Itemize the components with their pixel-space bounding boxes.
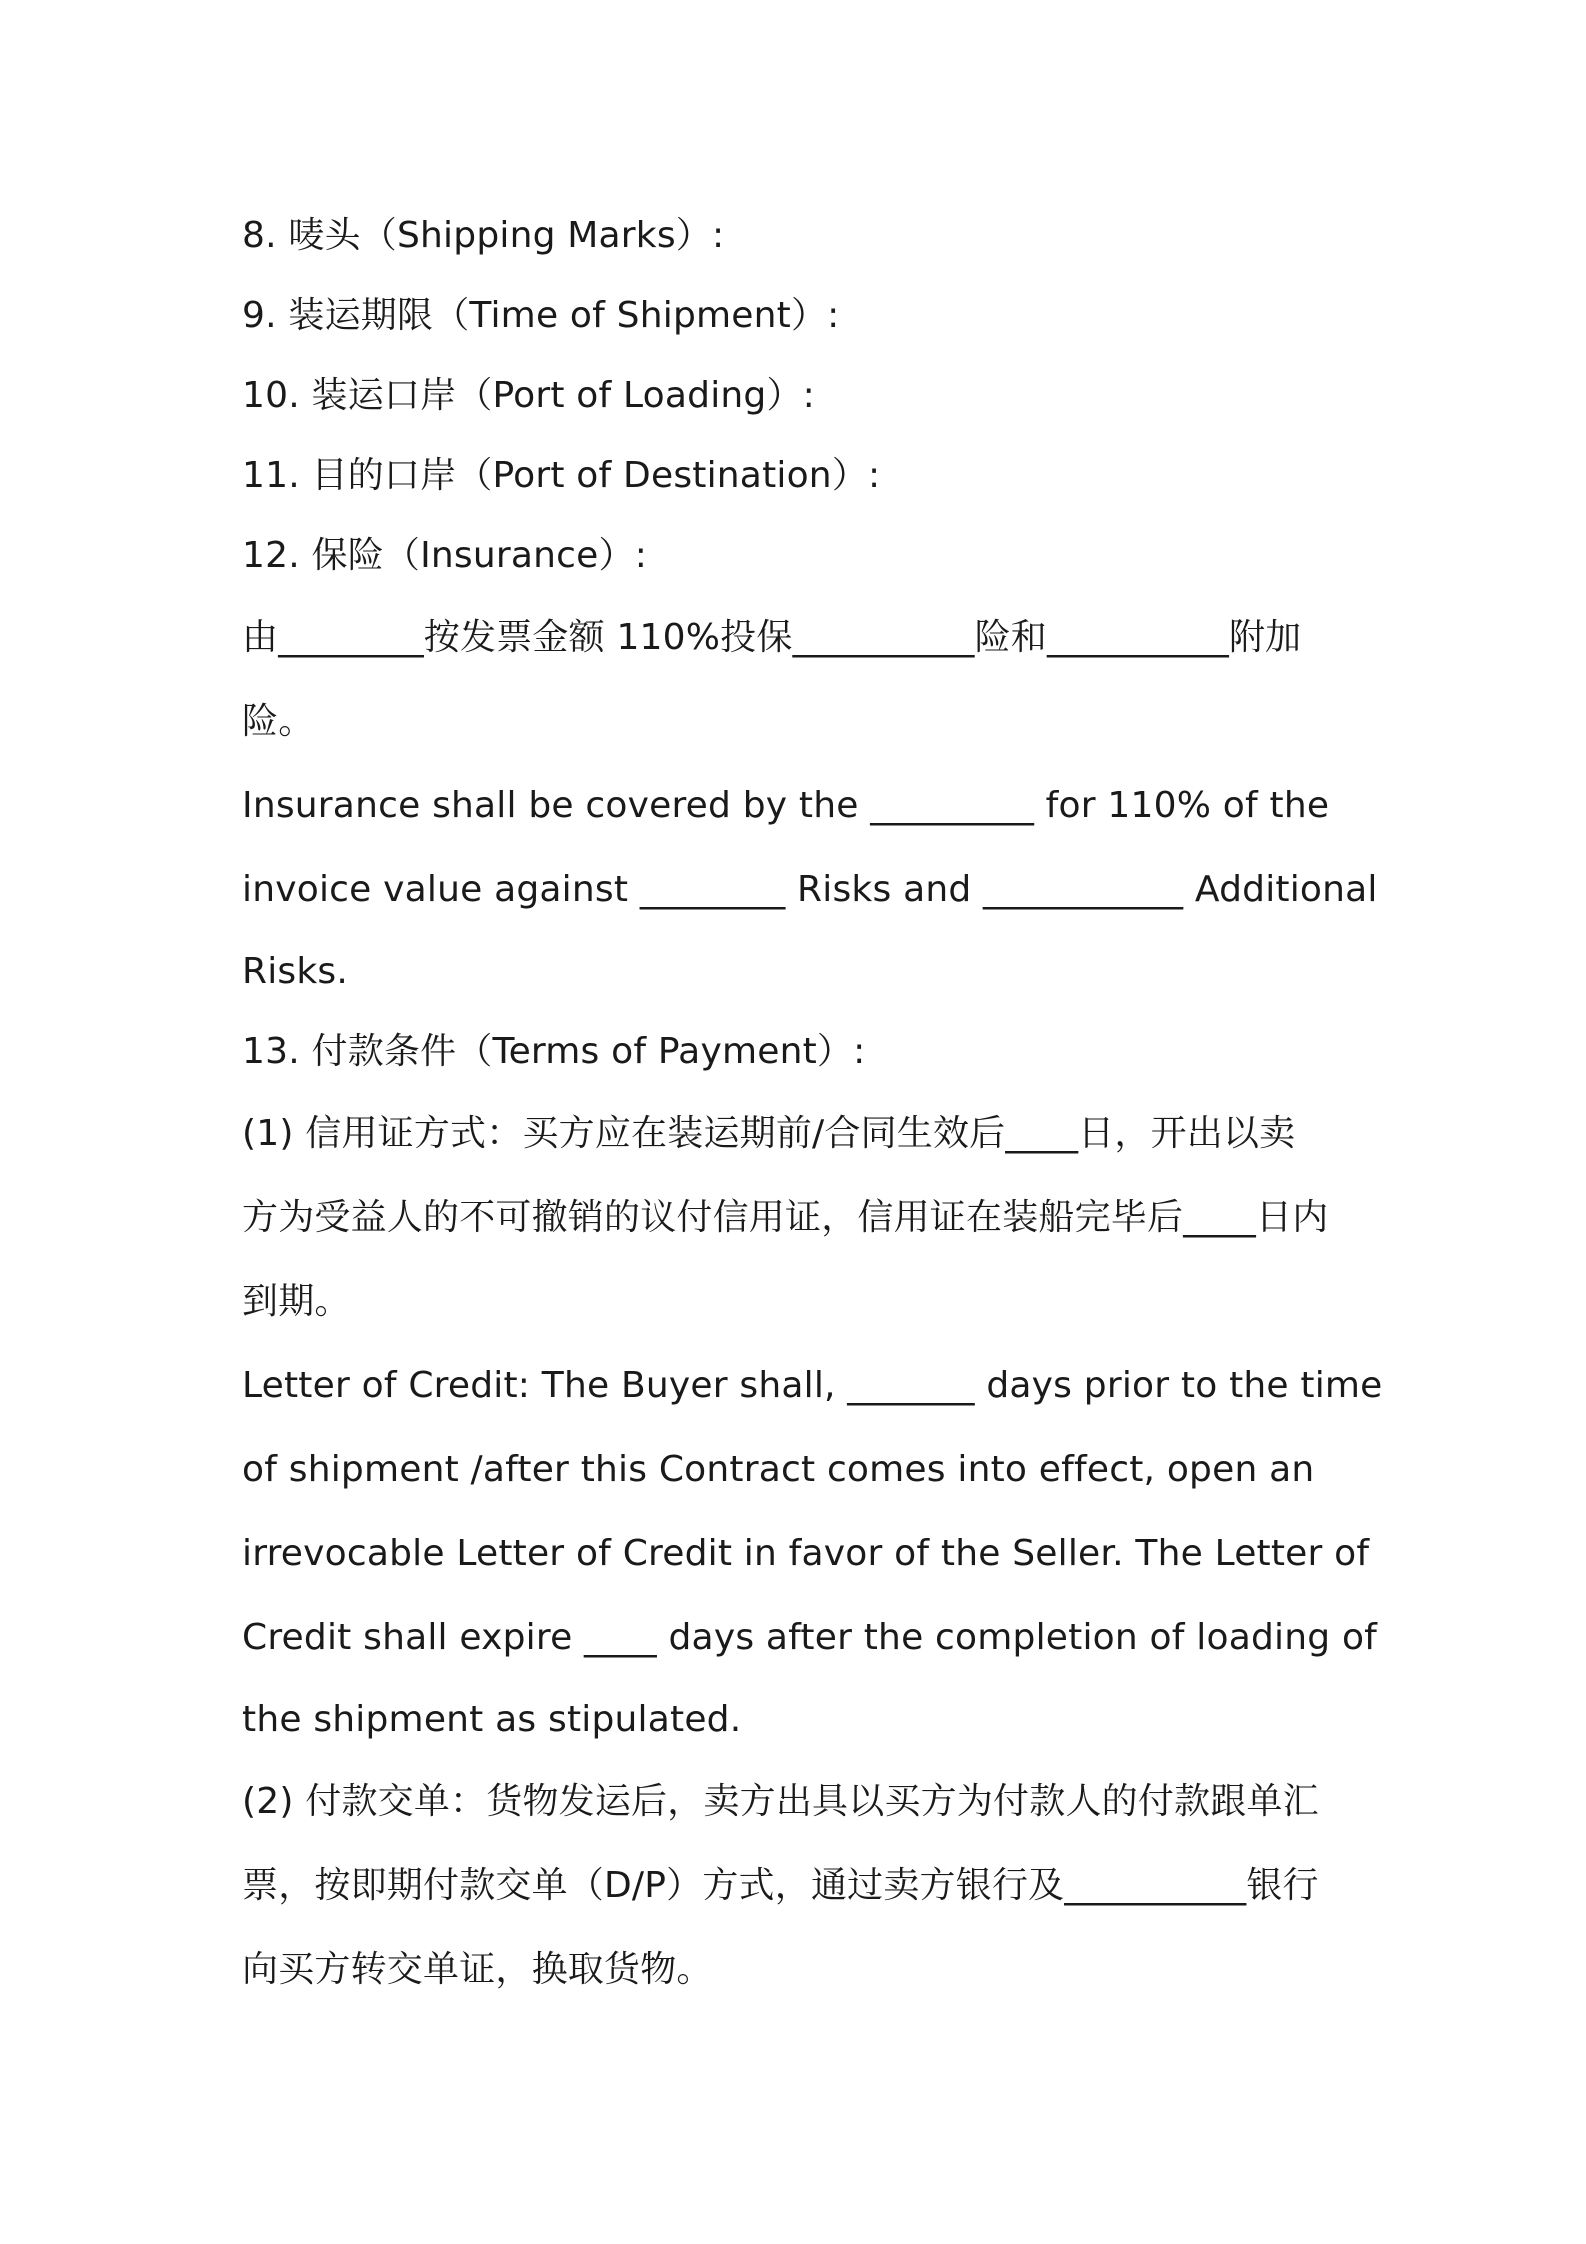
payment-lc-zh-line-1: (1) 信用证方式：买方应在装运期前/合同生效后____日，开出以卖 — [242, 1113, 1296, 1154]
payment-lc-en-line-1: Letter of Credit: The Buyer shall, _______ days prior to the time — [242, 1365, 1383, 1406]
payment-dp-zh-line-2: 票，按即期付款交单（D/P）方式，通过卖方银行及__________银行 — [242, 1865, 1319, 1906]
payment-lc-zh-line-3: 到期。 — [242, 1281, 351, 1322]
clause-8-shipping-marks: 8. 唛头（Shipping Marks）: — [242, 215, 725, 256]
insurance-zh-line-2: 险。 — [242, 701, 315, 742]
insurance-zh-line-1: 由________按发票金额 110%投保__________险和__________附加 — [242, 617, 1302, 658]
insurance-en-line-2: invoice value against ________ Risks and ___________ Additional — [242, 869, 1378, 910]
payment-lc-en-line-2: of shipment /after this Contract comes into effect, open an — [242, 1449, 1315, 1490]
clause-13-terms-of-payment: 13. 付款条件（Terms of Payment）: — [242, 1031, 866, 1072]
clause-9-time-of-shipment: 9. 装运期限（Time of Shipment）: — [242, 295, 840, 336]
clause-12-insurance: 12. 保险（Insurance）: — [242, 535, 648, 576]
clause-11-port-of-destination: 11. 目的口岸（Port of Destination）: — [242, 455, 881, 496]
payment-dp-zh-line-1: (2) 付款交单：货物发运后，卖方出具以买方为付款人的付款跟单汇 — [242, 1781, 1319, 1822]
payment-lc-en-line-3: irrevocable Letter of Credit in favor of the Seller. The Letter of — [242, 1533, 1370, 1574]
insurance-en-line-1: Insurance shall be covered by the _________ for 110% of the — [242, 785, 1330, 826]
insurance-en-line-3: Risks. — [242, 951, 349, 992]
payment-lc-en-line-5: the shipment as stipulated. — [242, 1699, 742, 1740]
payment-lc-en-line-4: Credit shall expire ____ days after the completion of loading of — [242, 1617, 1378, 1658]
contract-clauses — [242, 196, 1383, 2012]
payment-dp-zh-line-3: 向买方转交单证，换取货物。 — [242, 1949, 713, 1990]
clause-10-port-of-loading: 10. 装运口岸（Port of Loading）: — [242, 375, 816, 416]
payment-lc-zh-line-2: 方为受益人的不可撤销的议付信用证，信用证在装船完毕后____日内 — [242, 1197, 1329, 1238]
